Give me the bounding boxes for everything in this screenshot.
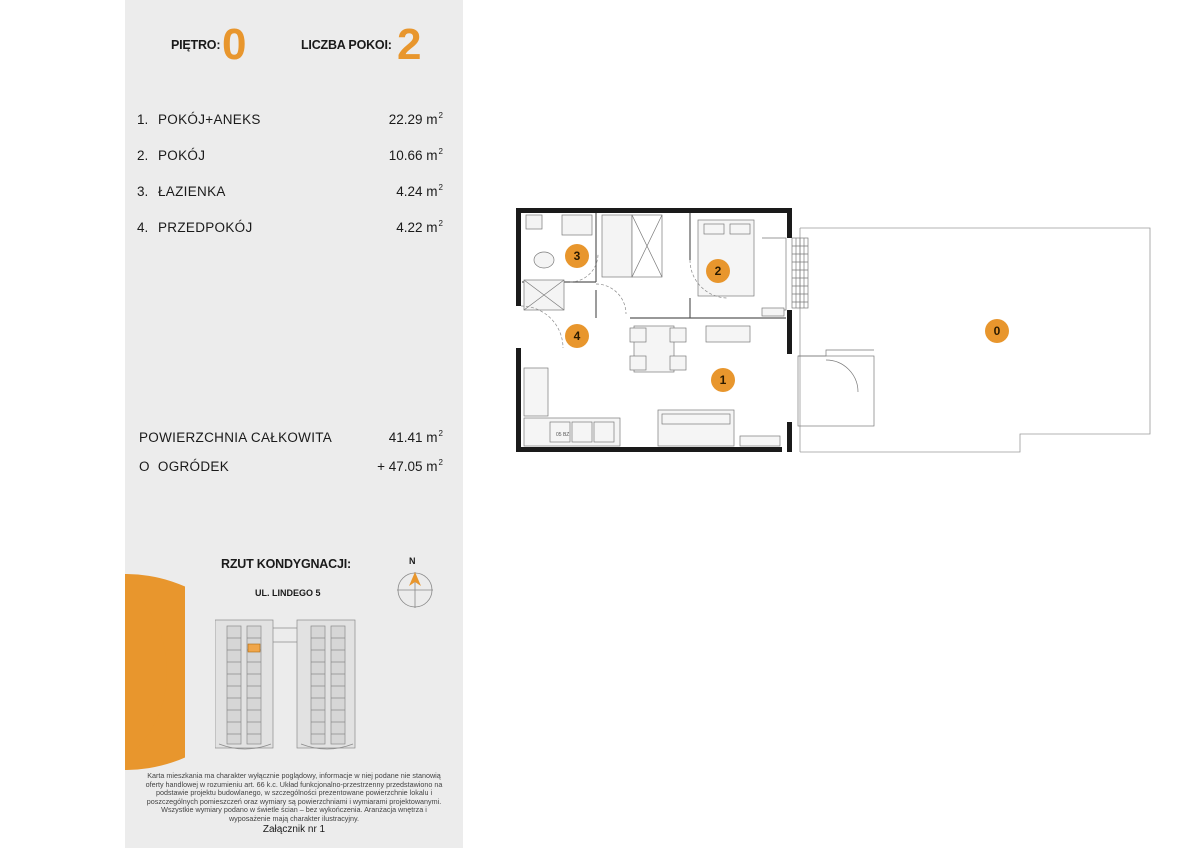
total-area-label: POWIERZCHNIA CAŁKOWITA [139,430,333,445]
rooms-count-label: LICZBA POKOI: [301,38,392,52]
info-panel [125,0,463,848]
room-number: 1. [137,112,149,127]
room-row [137,182,443,202]
garden-area-label: O OGRÓDEK [139,459,230,474]
room-name: PRZEDPOKÓJ [158,220,253,235]
room-number: 2. [137,148,149,163]
room-name: POKÓJ [158,148,206,163]
street-name: UL. LINDEGO 5 [255,588,321,598]
room-area: 4.24 $m^2$ [396,183,443,199]
total-area-row [139,430,443,450]
highlighted-unit [248,644,260,652]
compass-north-label: N [409,556,416,566]
floor-plan [510,200,1160,460]
room-row [137,110,443,130]
room-area: 4.22 $m^2$ [396,219,443,235]
room-number: 4. [137,220,149,235]
garden-area-row [139,459,443,479]
room-area: 10.66 $m^2$ [388,147,443,163]
room-marker-3-label: 3 [573,249,581,263]
garden-marker [985,319,1009,343]
siteplan-title: RZUT KONDYGNACJI: [221,557,351,571]
room-row [137,218,443,238]
room-marker-3 [565,244,589,268]
siteplan-diagram [215,618,365,758]
room-marker-1-label: 1 [719,373,727,387]
room-marker-1 [711,368,735,392]
room-area: 22.29 $m^2$ [388,111,443,127]
rooms-count-value: 2 [397,20,422,69]
room-marker-2 [706,259,730,283]
disclaimer-text: Karta mieszkania ma charakter wyłącznie poglądowy, informacje w niej podane nie stanowią oferty handlowej w rozumieniu art. 66 k.c. Układ funkcjonalno-przestrzenny przedstawiono na podstawie projektu budowlanego, w szczególności prezentowane powierzchnie lokalu i poszczególnych pomieszczeń oraz wymiary są powierzchniami i wymiarami projektowanymi. Wszystkie wymiary podano w świetle ścian – bez wykończenia. Aranżacja wnętrza i wyposażenie mają charakter ilustracyjny. [145,771,443,823]
attachment-label: Załącznik nr 1 [262,824,326,835]
room-name: POKÓJ+ANEKS [158,112,261,127]
garden-marker-label: 0 [993,324,1001,338]
room-number: 3. [137,184,149,199]
room-marker-4 [565,324,589,348]
room-row [137,146,443,166]
appliance-label: 05 BZ [556,432,570,438]
floor-label: PIĘTRO: [171,38,221,52]
floor-value: 0 [222,20,247,69]
compass-icon [395,560,435,610]
room-marker-4-label: 4 [573,329,581,343]
room-name: ŁAZIENKA [158,184,226,199]
total-area-value: 41.41 $m^2$ [388,429,443,445]
room-marker-2-label: 2 [714,264,722,278]
garden-area-value: + 47.05 $m^2$ [377,458,443,474]
